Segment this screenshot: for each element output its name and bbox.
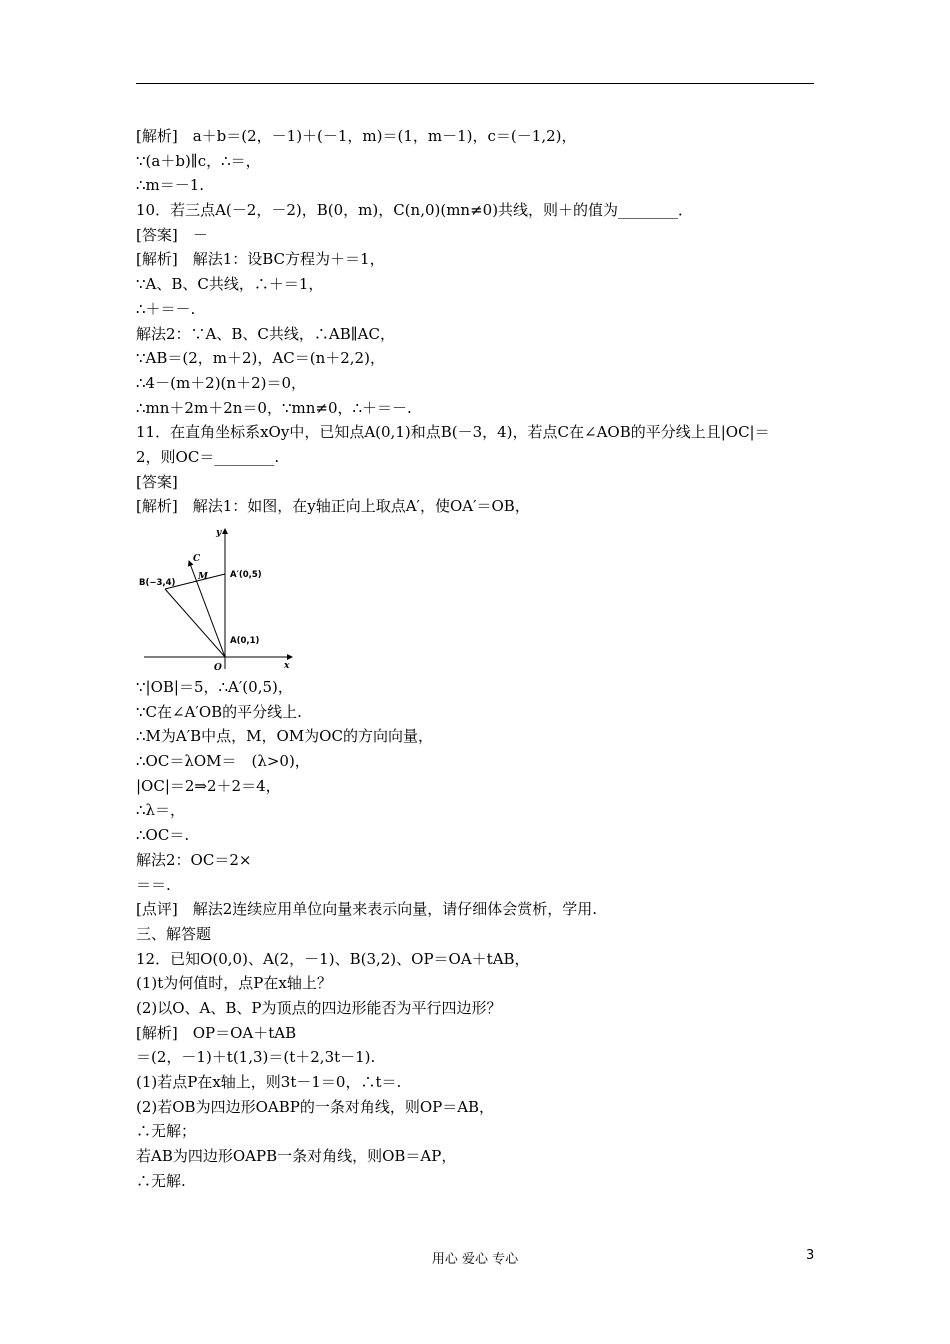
text-line: ＝＝. [136, 875, 171, 894]
text-line: (2)以O、A、B、P为顶点的四边形能否为平行四边形？ [136, 998, 502, 1017]
page-number: 3 [806, 1248, 815, 1263]
label-a-prime: A′(0,5) [230, 570, 262, 580]
section-heading: 三、解答题 [136, 924, 212, 943]
text-line: ∴OC＝λOM＝ (λ>0)， [136, 752, 310, 771]
text-line: ∵|OB|＝5，∴A′(0,5)， [136, 678, 293, 696]
text-line: [点评] 解法2连续应用单位向量来表示向量，请仔细体会赏析，学用. [136, 900, 598, 919]
text-line: 2，则OC＝________. [136, 447, 280, 466]
text-line: ∴OC＝. [136, 826, 190, 845]
text-line: 解法2：∵A、B、C共线，∴AB∥AC， [136, 324, 395, 343]
text-line: 若AB为四边形OAPB一条对角线，则OB＝AP， [136, 1147, 457, 1166]
label-o: O [214, 663, 222, 673]
text-line: ∴m＝－1. [136, 176, 205, 195]
text-line: (2)若OB为四边形OABP的一条对角线，则OP＝AB， [136, 1097, 495, 1116]
footer-slogan: 用心 爱心 专心 [431, 1252, 519, 1267]
text-line: (1)若点P在x轴上，则3t－1＝0，∴t＝. [136, 1073, 402, 1091]
text-line: ∴M为A′B中点，M，OM为OC的方向向量， [136, 727, 433, 746]
question-12: 12．已知O(0,0)、A(2，－1)、B(3,2)、OP＝OA＋tAB， [136, 949, 530, 968]
text-line: ∵A、B、C共线，∴＋＝1， [136, 275, 324, 294]
segment-ob [165, 589, 225, 657]
text-line: [解析] 解法1：如图，在y轴正向上取点A′，使OA′＝OB， [136, 497, 530, 516]
text-line: 解法2：OC＝2× [136, 850, 252, 869]
coordinate-figure [136, 521, 306, 673]
header-rule [136, 83, 814, 84]
text-line: [解析] a＋b＝(2，－1)＋(－1，m)＝(1，m－1)，c＝(－1,2)， [136, 127, 577, 145]
text-line: [解析] OP＝OA＋tAB [136, 1023, 297, 1042]
label-m: M [198, 572, 208, 582]
text-block-a [136, 124, 826, 519]
question-11: 11．在直角坐标系xOy中，已知点A(0,1)和点B(－3，4)，若点C在∠AOB的平分线上且|OC|＝ [136, 423, 770, 442]
text-line: ∴λ＝， [136, 801, 186, 820]
text-line: ＝(2，－1)＋t(1,3)＝(t＋2,3t－1). [136, 1048, 376, 1067]
text-line: [答案] － [136, 225, 208, 244]
question-10: 10．若三点A(－2，－2)，B(0，m)，C(n,0)(mn≠0)共线，则＋的值为________． [136, 201, 694, 220]
text-line: ∴无解. [136, 1171, 186, 1190]
text-line: ∵(a＋b)∥c，∴＝， [136, 151, 261, 170]
figure-svg [136, 521, 306, 673]
text-line: |OC|＝2⇒2＋2＝4， [136, 776, 281, 795]
text-line: [解析] 解法1：设BC方程为＋＝1， [136, 250, 385, 269]
label-x: x [284, 661, 290, 671]
text-line: ∴4－(m＋2)(n＋2)＝0， [136, 373, 307, 392]
label-c: C [193, 554, 201, 564]
text-line: ∴无解； [136, 1122, 197, 1141]
label-b: B(−3,4) [139, 578, 176, 588]
text-line: (1)t为何值时，点P在x轴上？ [136, 974, 332, 993]
label-a: A(0,1) [230, 636, 260, 646]
page-content [136, 124, 826, 1193]
text-line: ∵AB＝(2，m＋2)，AC＝(n＋2,2)， [136, 349, 385, 368]
text-line: ∴mn＋2m＋2n＝0，∵mn≠0，∴＋＝－. [136, 398, 412, 417]
text-line: ∴＋＝－. [136, 299, 196, 318]
text-block-b [136, 675, 826, 1193]
text-line: [答案] [136, 472, 178, 491]
label-y: y [216, 528, 222, 538]
text-line: ∵C在∠A′OB的平分线上. [136, 702, 302, 721]
